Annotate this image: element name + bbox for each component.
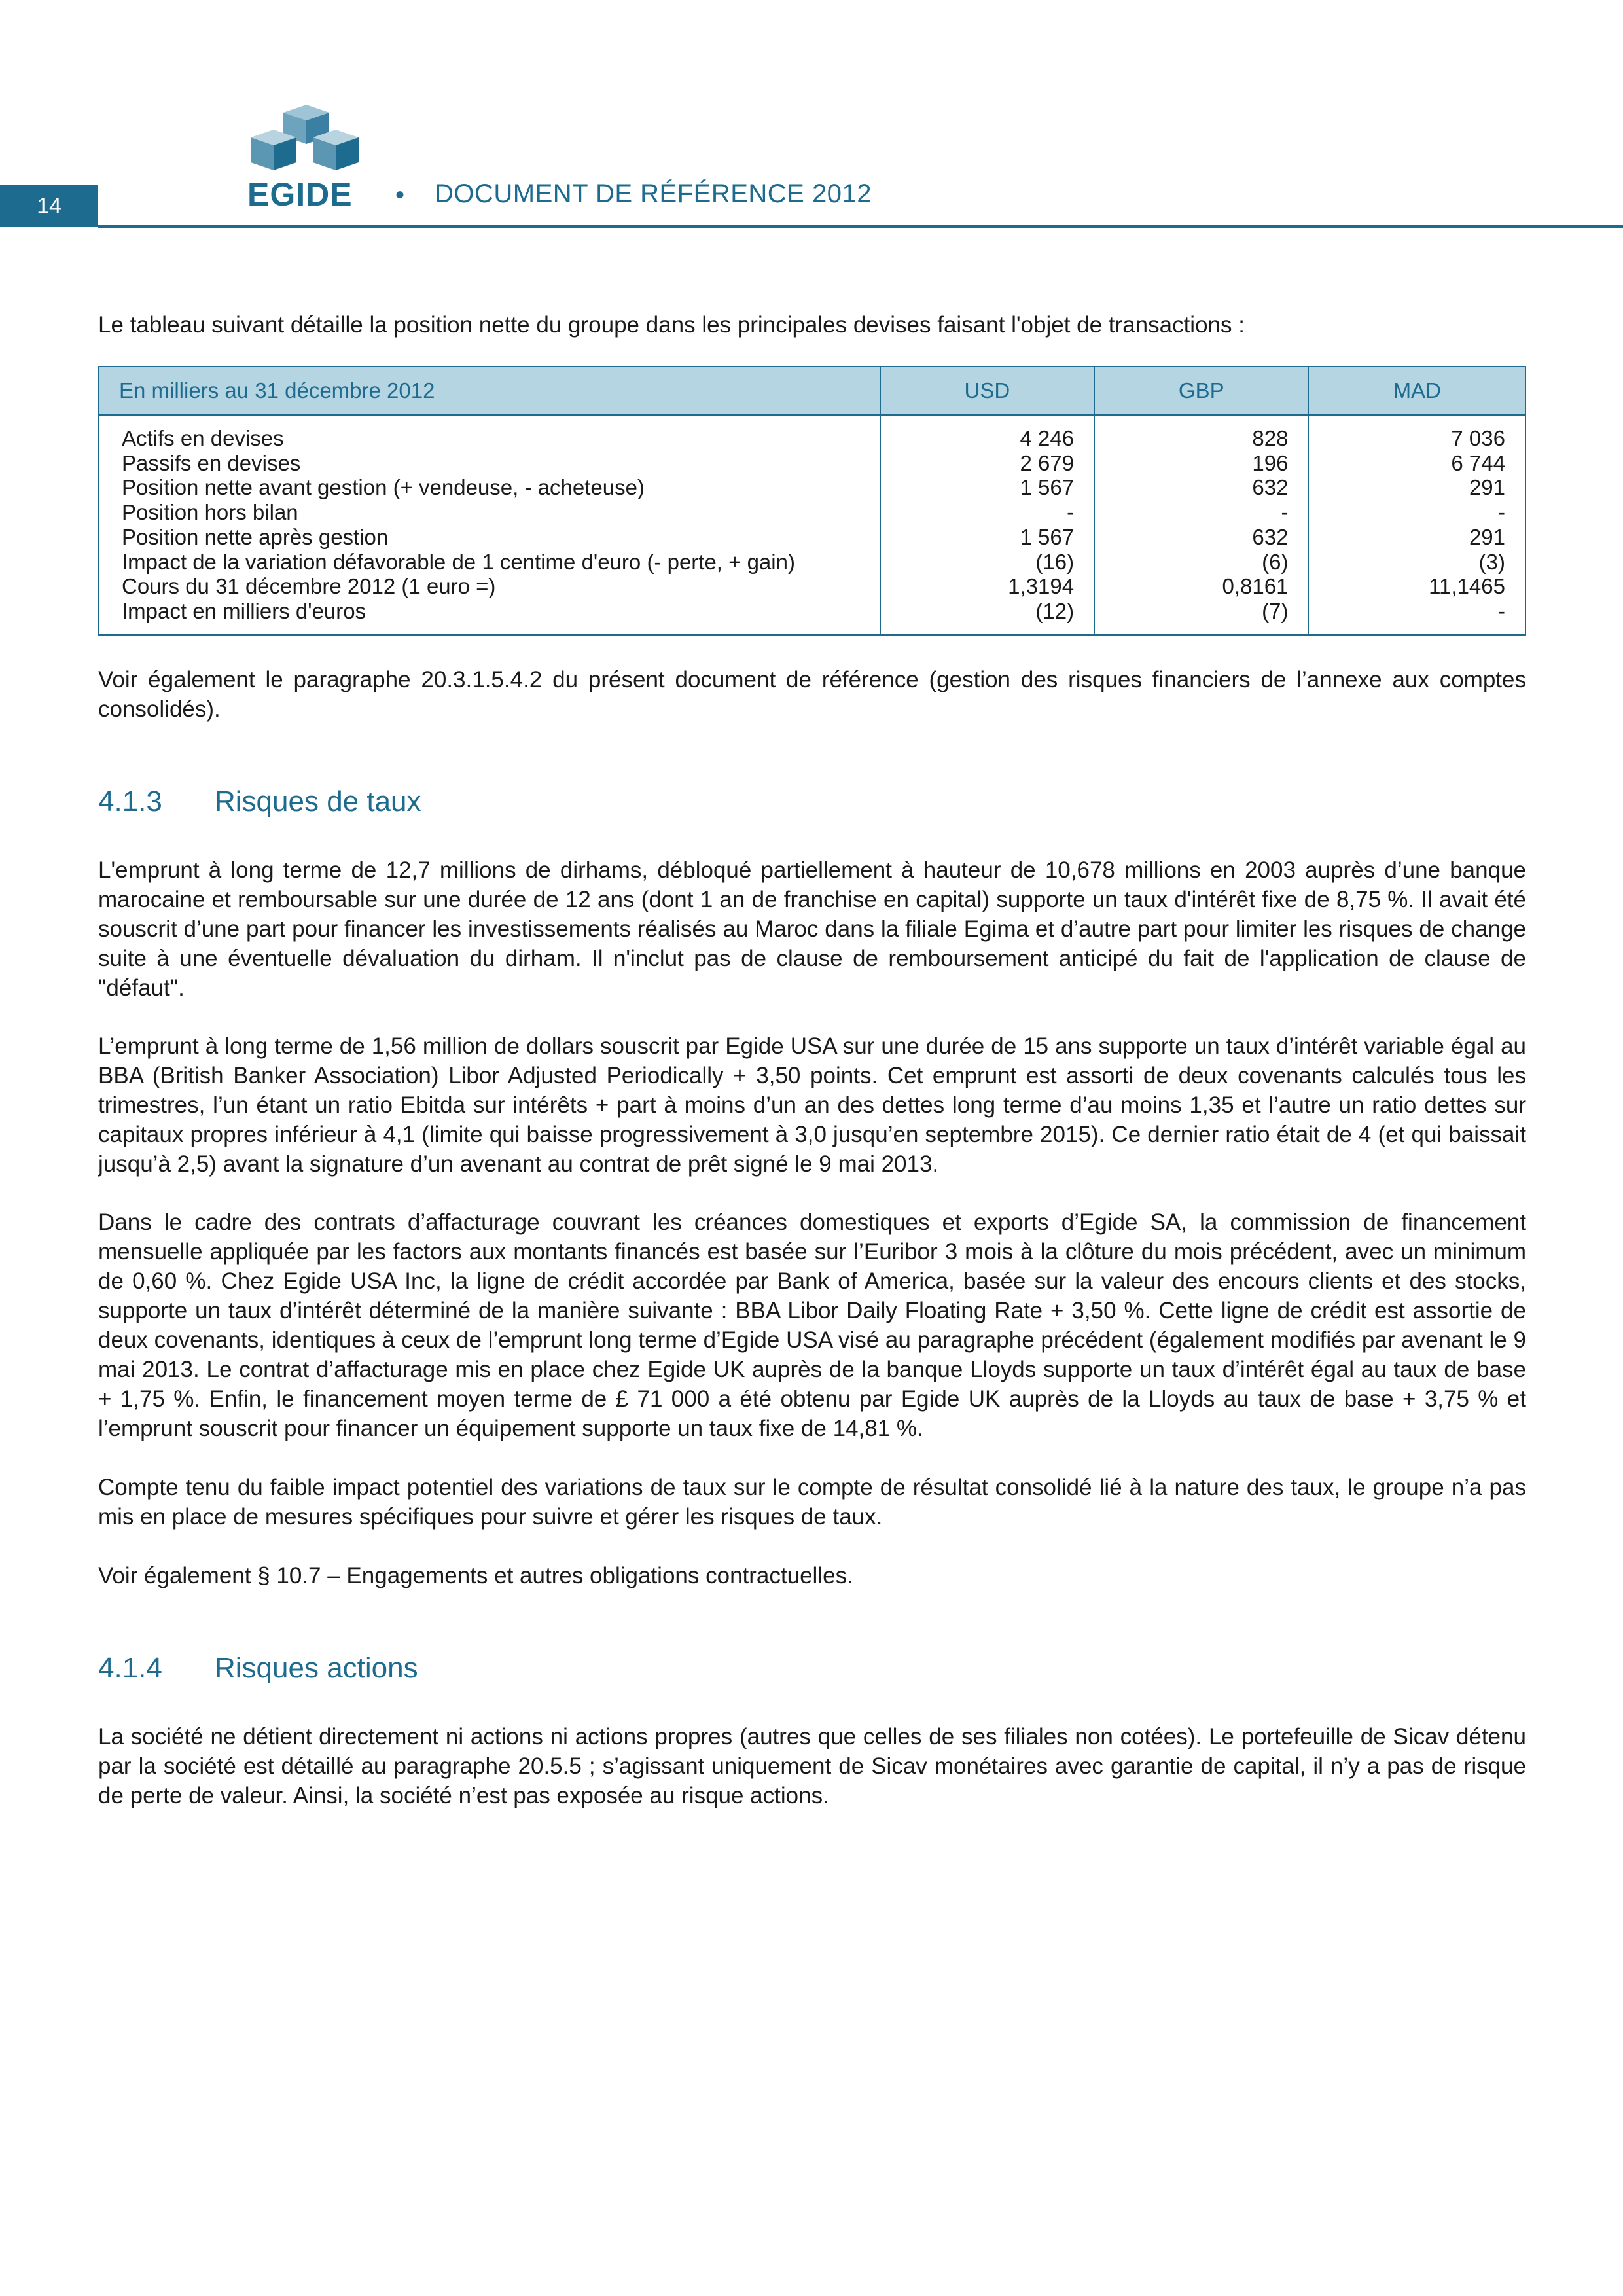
row-label: Position nette après gestion — [122, 524, 389, 549]
section-number: 4.1.4 — [98, 1652, 162, 1684]
row-label: Position nette avant gestion (+ vendeuse, - acheteuse) — [122, 475, 645, 500]
mad-value: (3) — [1478, 549, 1505, 574]
intro-paragraph: Le tableau suivant détaille la position nette du groupe dans les principales devises faisant l'objet de transactions : — [98, 312, 1245, 338]
gbp-value: 828 — [1252, 426, 1289, 450]
paragraph: Dans le cadre des contrats d’affacturage couvrant les créances domestiques et exports d’Egide SA, la commission de financement mensuelle appliquée par les factors aux montants financés est basée sur l’Euribor 3 mois à la clôture du mois précédent, avec un minimum de 0,60 %. Chez Egide USA Inc, la ligne de crédit accordée par Bank of America, basée sur la valeur des encours clients et des stocks, supporte un taux d’intérêt déterminé de la manière suivante : BBA Libor Daily Floating Rate + 3,50 %. Cette ligne de crédit est assortie de deux covenants, identiques à ceux de l’emprunt long terme d’Egide USA visé au paragraphe précédent (également modifiés par avenant le 9 mai 2013. Le contrat d’affacturage mis en place chez Egide UK auprès de la banque Lloyds supporte un taux d’intérêt égal au taux de base + 1,75 %. Enfin, le financement moyen terme de £ 71 000 a été obtenu par Egide UK auprès de la Lloyds au taux de base + 3,75 % et l’emprunt souscrit pour financer un équipement supporte un taux fixe de 14,81 %. — [98, 1210, 1526, 1441]
paragraph: L’emprunt à long terme de 1,56 million de dollars souscrit par Egide USA sur une durée de 15 ans supporte un taux d’intérêt variable égal au BBA (British Banker Association) Libor Adjusted Periodically + 3,50 points. Cet emprunt est assorti de deux covenants calculés tous les trimestres, l’un étant un ratio Ebitda sur intérêts + part à moins d’un an des dettes long terme d’au moins 1,35 et l’autre un ratio dettes sur capitaux propres inférieur à 4,1 (limite qui baisse progressivement à 3,0 jusqu’en septembre 2015). Ce dernier ratio était de 4 (et qui baissait jusqu’à 2,5) avant la signature d’un avenant au contrat de prêt signé le 9 mai 2013. — [98, 1033, 1526, 1177]
gbp-value: 0,8161 — [1222, 574, 1289, 599]
paragraph: L'emprunt à long terme de 12,7 millions de dirhams, débloqué partiellement à hauteur de 10,678 millions en 2003 auprès d’une banque marocaine et remboursable sur une durée de 12 ans (dont 1 an de franchise en capital) supporte un taux d'intérêt fixe de 8,75 %. Il avait été souscrit d’une part pour financer les investissements réalisés au Maroc dans la filiale Egima et d’autre part pour limiter les risques de change suite à une éventuelle dévaluation du dirham. Il n'inclut pas de clause de remboursement anticipé du fait de l'application de clause de "défaut". — [98, 857, 1526, 1001]
usd-value: 1 567 — [1020, 475, 1075, 500]
section-heading-4-1-3 — [98, 785, 421, 818]
usd-value: 1 567 — [1020, 524, 1075, 549]
gbp-value: 632 — [1252, 475, 1289, 500]
header-rule — [98, 225, 1623, 228]
usd-value: 2 679 — [1020, 450, 1075, 475]
table-header-mad: MAD — [1308, 367, 1525, 415]
paragraph: Voir également § 10.7 – Engagements et autres obligations contractuelles. — [98, 1563, 853, 1588]
mad-values-cell — [1308, 415, 1525, 635]
row-label: Impact de la variation défavorable de 1 centime d'euro (- perte, + gain) — [122, 549, 795, 574]
gbp-value: (7) — [1262, 598, 1289, 623]
table-header-label: En milliers au 31 décembre 2012 — [99, 367, 880, 415]
usd-value: 1,3194 — [1008, 574, 1075, 599]
page-number: 14 — [0, 185, 98, 227]
paragraph: Compte tenu du faible impact potentiel des variations de taux sur le compte de résultat consolidé lié à la nature des taux, le groupe n’a pas mis en place de mesures spécifiques pour suivre et gérer les risques de taux. — [98, 1475, 1526, 1530]
gbp-value: 632 — [1252, 524, 1289, 549]
row-label: Cours du 31 décembre 2012 (1 euro =) — [122, 574, 496, 599]
header-bullet: • — [395, 181, 405, 209]
gbp-value: (6) — [1262, 549, 1289, 574]
row-label: Impact en milliers d'euros — [122, 598, 366, 623]
mad-value: - — [1498, 598, 1505, 623]
gbp-value: - — [1281, 500, 1289, 525]
row-label: Actifs en devises — [122, 426, 284, 450]
paragraph: La société ne détient directement ni actions ni actions propres (autres que celles de ses filiales non cotées). Le portefeuille de Sicav détenu par la société est détaillé au paragraphe 20.5.5 ; s’agissant uniquement de Sicav monétaires avec garantie de capital, il n’y a pas de risque de perte de valeur. Ainsi, la société n’est pas exposée au risque actions. — [98, 1724, 1526, 1808]
logo-text: EGIDE — [247, 176, 353, 213]
section-title: Risques actions — [215, 1652, 418, 1684]
document-title: DOCUMENT DE RÉFÉRENCE 2012 — [435, 179, 872, 208]
usd-values-cell — [880, 415, 1094, 635]
see-also-paragraph: Voir également le paragraphe 20.3.1.5.4.2 du présent document de référence (gestion des risques financiers de l’annexe aux comptes consolidés). — [98, 667, 1526, 722]
mad-value: - — [1498, 500, 1505, 525]
mad-value: 7 036 — [1451, 426, 1505, 450]
gbp-value: 196 — [1252, 450, 1289, 475]
section-title: Risques de taux — [215, 785, 421, 817]
table-body-row — [99, 415, 1525, 635]
section-number: 4.1.3 — [98, 785, 162, 817]
usd-value: 4 246 — [1020, 426, 1075, 450]
gbp-values-cell — [1094, 415, 1308, 635]
mad-value: 11,1465 — [1429, 574, 1505, 599]
currency-position-table — [98, 366, 1526, 636]
table-labels-cell — [99, 415, 880, 635]
table-header-gbp: GBP — [1094, 367, 1308, 415]
usd-value: (12) — [1035, 598, 1075, 623]
row-label: Position hors bilan — [122, 500, 298, 525]
mad-value: 291 — [1469, 475, 1505, 500]
usd-value: - — [1067, 500, 1075, 525]
row-label: Passifs en devises — [122, 450, 301, 475]
mad-value: 291 — [1469, 524, 1505, 549]
table-header-row — [99, 367, 1525, 415]
mad-value: 6 744 — [1451, 450, 1505, 475]
table-header-usd: USD — [880, 367, 1094, 415]
section-heading-4-1-4 — [98, 1652, 418, 1685]
usd-value: (16) — [1035, 549, 1075, 574]
